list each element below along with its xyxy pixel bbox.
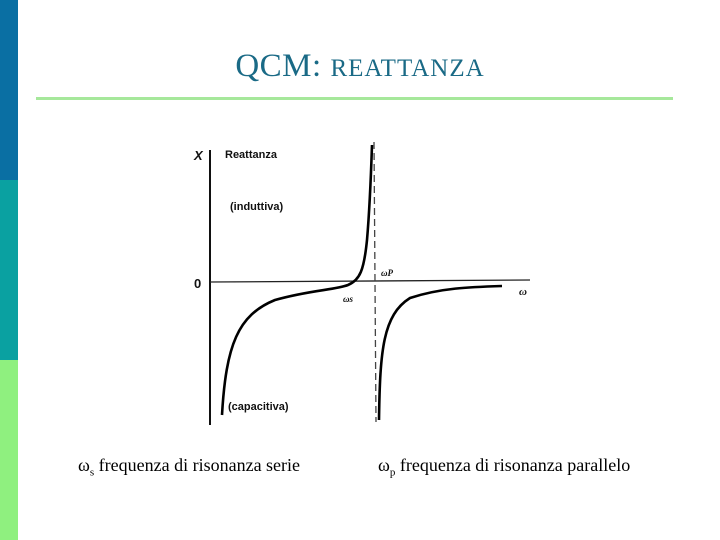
caption-right-subscript: p: [389, 466, 396, 479]
title-sub: REATTANZA: [330, 55, 485, 82]
title-divider: [36, 97, 673, 100]
caption-right-text: frequenza di risonanza parallelo: [395, 455, 631, 475]
y-axis-label: Reattanza: [225, 149, 277, 161]
x-axis: [210, 280, 530, 282]
title-main: QCM:: [235, 48, 322, 84]
lower-region-label: (capacitiva): [228, 401, 289, 413]
reactance-curve-right: [379, 286, 502, 420]
sidebar-bottom-segment: [0, 360, 18, 540]
upper-region-label: (induttiva): [230, 201, 284, 213]
sidebar-top-segment: [0, 0, 18, 180]
caption-series-resonance: [78, 455, 300, 479]
omega-p-label: ωP: [381, 268, 394, 278]
caption-left-symbol: ω: [78, 455, 90, 475]
reactance-curve-left: [222, 145, 372, 415]
slide-title: [0, 48, 720, 85]
sidebar-middle-segment: [0, 180, 18, 360]
reactance-diagram: [180, 130, 550, 430]
caption-parallel-resonance: [378, 455, 630, 479]
caption-left-subscript: s: [89, 466, 95, 479]
omega-s-label: ωs: [343, 294, 354, 304]
omega-p-asymptote: [374, 142, 376, 422]
y-axis-symbol: X: [194, 148, 203, 163]
caption-right-symbol: ω: [378, 455, 390, 475]
x-axis-symbol: ω: [519, 286, 527, 298]
zero-label: 0: [194, 276, 202, 291]
caption-left-text: frequenza di risonanza serie: [94, 455, 301, 475]
